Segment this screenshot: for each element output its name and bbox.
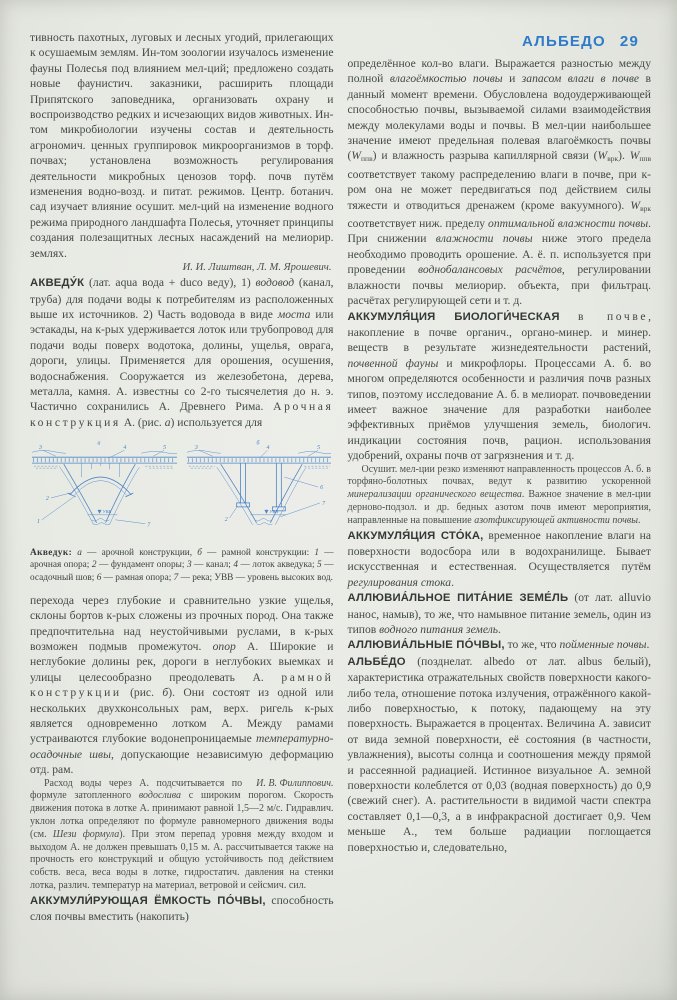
figure-a-label-4: 4: [123, 445, 127, 452]
author-signature: И. И. Лиштван, Л. М. Ярошевич.: [182, 262, 332, 274]
text-segment: — рамная опора;: [101, 572, 174, 583]
text-segment: , накопление в почве органич., органо-минер. и минер. веществ в результате жизнедеятельности растений,: [347, 309, 651, 355]
right-column-text: [348, 56, 652, 855]
text-segment: регулирования стока: [347, 575, 452, 589]
page-content: [30, 30, 651, 1000]
entry-albedo: [348, 654, 652, 855]
text-segment: водослива: [138, 790, 182, 802]
text-segment: ппв: [639, 154, 651, 164]
text-segment: с широким порогом. Скорость движения потока в лотке А. принимают равной 1,5—2 м/с. Гидравлич. уклон лотка определяют по формуле равномерного движения воды (см.: [30, 790, 334, 840]
text-segment: ).: [618, 149, 630, 163]
text-segment: моста: [277, 307, 311, 321]
text-segment: W: [351, 149, 362, 163]
text-segment: определённое кол-во влаги. Выражается разностью между полной: [347, 57, 651, 86]
text-segment: ) и влажность разрыва капиллярной связи (: [372, 149, 598, 163]
text-segment: перехода через глубокие и сравнительно узкие ущелья, склоны бортов к-рых сложены из прочных пород. Она также предпочтительна над неустойчивыми руслами, в к-рых возможен подмыв промежуточ.: [30, 593, 334, 653]
text-segment: ). При этом перепад уровня между входом и выходом А. не должен превышать 0,15 м. А. рассчитывается также на прочность его конструкций и общую устойчивость под действием собств. веса, веса воды в лотке, гидростатич. давления на стенки лотка, различ. температур на материал, ветровой и сейсмич. сил.: [30, 828, 334, 892]
entry-akkumuliruyushchaya-yomkost: [30, 893, 334, 925]
text-segment: то же, что: [504, 638, 560, 652]
text-segment: Арочная конструкция: [30, 400, 334, 429]
text-segment: соответствует ниж. пределу: [347, 217, 489, 231]
text-segment: — арочная опора;: [30, 548, 334, 571]
text-segment: А. (рис.: [120, 415, 165, 429]
text-segment: 7: [173, 572, 179, 583]
figure-caption: [30, 547, 334, 584]
entry-allyuvialnoe-pitanie: [348, 590, 652, 637]
text-segment: .: [451, 575, 454, 589]
text-segment: ппв: [361, 154, 373, 164]
text-segment: б: [162, 686, 169, 700]
text-segment: [560, 310, 578, 323]
figure-b-uvv-label: УВВ: [269, 508, 279, 514]
running-head-title: АЛЬБЕДО: [522, 33, 606, 50]
text-segment: рамной конструкции: [30, 670, 334, 700]
entry-headword: АЛЛЮВИА́ЛЬНОЕ ПИТА́НИЕ ЗЕМЕ́ЛЬ: [347, 592, 569, 605]
text-segment: или эстакады, на к-рых удерживается лоток или трубопровод для подачи воды поверх водотока, долины, ущелья, оврага, дороги, улицы. Применяется для орошения, осушения, водоснабжения. Сооружается из железобетона, дерева, металла, камня. А. известны со 2-го тысячелетия до н. э. Частично сохранились А. Древнего Рима.: [30, 307, 334, 414]
text-segment: W: [629, 149, 640, 163]
aqueduct-figure-drawing: [30, 437, 333, 539]
text-segment: и микрофлоры. Процессами А. б. во многом определяются особенности и различия почв разных типов, поэтому исследование А. б. в мелиорат. почвоведении имеет важное значение для разработки наиболее эффективных приёмов улучшения земель, биологич. индикации состояния почв, рацион. использования удобрений, охраны почв от загрязнения и т. д.: [347, 356, 652, 463]
text-segment: Расход воды через А. подсчитывается по формуле затопленного: [30, 777, 243, 802]
text-segment: врк: [607, 154, 619, 164]
text-segment: опор: [212, 639, 236, 653]
text-segment: ниже этого предела необходимо проводить орошение. А. ё. п. используется при проведении: [347, 232, 652, 277]
figure-b-letter: б: [256, 440, 260, 447]
text-segment: водного питания земель: [379, 622, 499, 636]
text-segment: — рамной конструкции:: [201, 548, 315, 559]
text-segment: (позднелат. albedo от лат. albus белый), характеристика отражательных свойств поверхности какого-либо тела, отношение потока излучения, отражённого какой-либо поверхностью, к потоку, падающему на эту поверхность. Выражается в процентах. Величина А. зависит от вида земной поверхности, её состояния (в частности, увлажнения), высоты солнца и соотношения между прямой и рассеянной радиацией. Истинное визуальное А. земной поверхности колеблется от 0,03 (водная поверхность) до 0,9 (свежий снег). А. растительности в видимой части спектра составляет 0,1—0,3, а в инфракрасной достигает 0,9. Чем меньше А., тем больше радиации поглощается поверхностью и, следовательно,: [347, 654, 651, 854]
text-segment: а: [164, 415, 171, 429]
page-number: 29: [619, 33, 639, 50]
text-segment: врк: [640, 203, 651, 213]
text-segment: . Важное значение в мел-ции дерново-подзол. и др. бедных азотом почв имеют мероприятия, направленные на повышение: [347, 489, 651, 526]
right-column: [348, 56, 652, 925]
text-segment: тивность пахотных, луговых и лесных угодий, прилегающих к осушаемым землям. Ин-том зоологии изучалось изменение фауны Полесья под влиянием мел-ций; предложено создать новые фаунистич. заказники, расширить площади Припятского заповедника, организовать охрану и воспроизводство редких и исчезающих видов животных. Ин-том микробиологии изучены состав и деятельность агрономич. ценных группировок микроорганизмов в торф. почвах; установлена возможность регулирования деятельности микробных ценозов торф. почв путём изменения водно-возд. и питат. режимов. Центр. ботанич. сад изучает влияние осушит. мел-ций на изменение водного режима природного ландшафта Полесья, уточняет принципы создания полезащитных лесных насаждений на мелиорир. землях.: [30, 31, 334, 260]
text-columns: [30, 30, 651, 925]
text-segment: оптимальной влажности почвы: [488, 217, 649, 231]
text-segment: в почве: [577, 309, 649, 323]
left-column-lower-text: [30, 593, 334, 925]
entry-headword: АККУМУЛЯ́ЦИЯ СТО́КА,: [347, 529, 484, 542]
figure-drawing-a: [32, 440, 177, 528]
text-segment: (лат. aqua вода + duco веду), 1): [84, 276, 256, 290]
aqueduct-figure: [30, 437, 334, 584]
fine-print-paragraph: [348, 464, 652, 528]
figure-b-label-5: 5: [317, 445, 321, 452]
paragraph: [30, 593, 334, 778]
text-segment: . При снижении: [347, 217, 651, 246]
author-signature: И. В. Филиппович.: [256, 777, 334, 789]
entry-akkumulyaciya-biologicheskaya: [348, 309, 652, 464]
text-segment: 2: [91, 560, 97, 571]
entry-headword: Акведук:: [30, 548, 73, 559]
running-head: [522, 33, 639, 50]
text-segment: W: [597, 149, 608, 163]
text-segment: азотфиксирующей активности почвы: [474, 514, 638, 526]
text-segment: Осушит. мел-ции резко изменяют направленность процессов А. б. в торфяно-болотных почвах, ведут к развитию ускоренной: [347, 463, 651, 488]
paragraph: [348, 56, 652, 309]
entry-headword: АККУМУЛЯ́ЦИЯ БИОЛОГИ́ЧЕСКАЯ: [347, 310, 560, 323]
text-segment: 3: [186, 560, 192, 571]
text-segment: .: [637, 514, 641, 526]
entry-headword: АЛЛЮВИА́ЛЬНЫЕ ПО́ЧВЫ,: [347, 639, 505, 652]
entry-headword: АЛЬБЕ́ДО: [347, 655, 406, 668]
entry-headword: АККУМУЛИ́РУЮЩАЯ ЁМКОСТЬ ПО́ЧВЫ,: [30, 894, 266, 907]
text-segment: соответствует такому распределению влаги в почве, при к-ром она не может передвигаться под действием силы тяжести и отводиться дренажем (кроме вакуумного).: [347, 167, 651, 212]
text-segment: водовод: [255, 276, 295, 290]
text-segment: б: [197, 548, 202, 559]
text-segment: 1: [314, 548, 320, 559]
text-segment: , регулировании влажности почвы мелиорир. объекта, при фильтрац. расчётах регулирующей сети и т. д.: [347, 263, 651, 308]
text-segment: Шези формула: [52, 828, 120, 840]
text-segment: — осадочный шов;: [30, 560, 334, 583]
text-segment: — река; УВВ — уровень высоких вод.: [178, 572, 333, 583]
entry-allyuvialnye-pochvy: [348, 637, 652, 653]
text-segment: 6: [96, 572, 102, 583]
text-segment: воднобалансовых расчётов: [417, 263, 562, 277]
figure-a-label-5: 5: [163, 445, 167, 452]
text-segment: (канал, труба) для подачи воды к потребителям из расположенных выше их источников. 2) Часть водовода в виде: [30, 276, 334, 321]
text-segment: — лоток акведука;: [238, 560, 318, 571]
text-segment: — фундамент опоры;: [96, 560, 187, 571]
text-segment: 5: [317, 560, 322, 571]
text-segment: .: [498, 622, 501, 636]
figure-a-label-7: 7: [147, 522, 151, 529]
text-segment: запасом влаги в почве: [521, 72, 640, 86]
figure-a-label-1: 1: [36, 518, 40, 525]
figure-b-label-3: 3: [194, 445, 198, 452]
text-segment: и: [502, 72, 522, 86]
text-segment: влагоёмкостью почвы: [389, 72, 503, 86]
text-segment: 4: [233, 560, 238, 571]
text-segment: , допускающие независимую деформацию отд. рам.: [30, 747, 334, 777]
left-column-upper-text: [30, 30, 334, 430]
text-segment: ). Они состоят из одной или нескольких двухконсольных рам, верх. ригель к-рых является одновременно лотком А. Между рамами устраиваются глубокие водонепроницаемые: [30, 686, 334, 746]
fine-print-paragraph: [30, 778, 334, 893]
text-segment: А. Широкие и неглубокие долины рек, дороги в неглубоких выемках и улицы целесообразно преодолевать А.: [30, 639, 334, 684]
text-segment: — арочной конструкции,: [81, 548, 198, 559]
entry-akveduk: [30, 275, 334, 430]
figure-b-label-2: 2: [224, 516, 228, 523]
entry-akkumulyaciya-stoka: [348, 528, 652, 591]
figure-b-label-7: 7: [322, 501, 326, 508]
text-segment: .: [646, 638, 650, 652]
text-segment: ) используется для: [170, 415, 263, 429]
text-segment: (рис.: [121, 686, 163, 700]
figure-b-label-6: 6: [320, 485, 324, 492]
text-segment: температурно-осадочные швы: [30, 732, 334, 761]
text-segment: в данный момент времени. Обусловлена водоудерживающей способностью почвы, вызываемой силами взаимодействия между молекулами воды и почвы. В мел-ции наибольшее значение имеют предельная полевая влагоёмкость почвы (: [347, 72, 651, 163]
text-segment: временное накопление влаги на поверхности водосбора или в водохранилище. Бывает искусственная и естественная. Осуществляется путём: [347, 528, 651, 574]
left-column: [30, 30, 334, 925]
entry-headword: АКВЕДУ́К: [30, 277, 85, 290]
figure-a-label-3: 3: [38, 445, 42, 452]
text-segment: а: [77, 548, 82, 559]
figure-b-label-4: 4: [266, 445, 270, 452]
text-segment: почвенной фауны: [347, 356, 439, 370]
text-segment: W: [630, 198, 641, 212]
figure-a-uvv-label: УВВ: [102, 508, 112, 514]
text-segment: способность слоя почвы вместить (накопить): [30, 893, 334, 924]
text-segment: влажности почвы: [435, 232, 533, 246]
text-segment: (от лат. alluvio нанос, намыв), то же, что намывное питание земель, один из типов: [347, 591, 651, 636]
text-segment: минерализации органического вещества: [347, 489, 522, 501]
text-segment: пойменные почвы: [559, 638, 647, 652]
text-segment: — канал;: [191, 560, 234, 571]
figure-a-label-2: 2: [45, 496, 49, 503]
figure-a-letter: а: [97, 440, 101, 447]
figure-drawing-b: [187, 439, 331, 524]
paragraph: [30, 30, 334, 261]
